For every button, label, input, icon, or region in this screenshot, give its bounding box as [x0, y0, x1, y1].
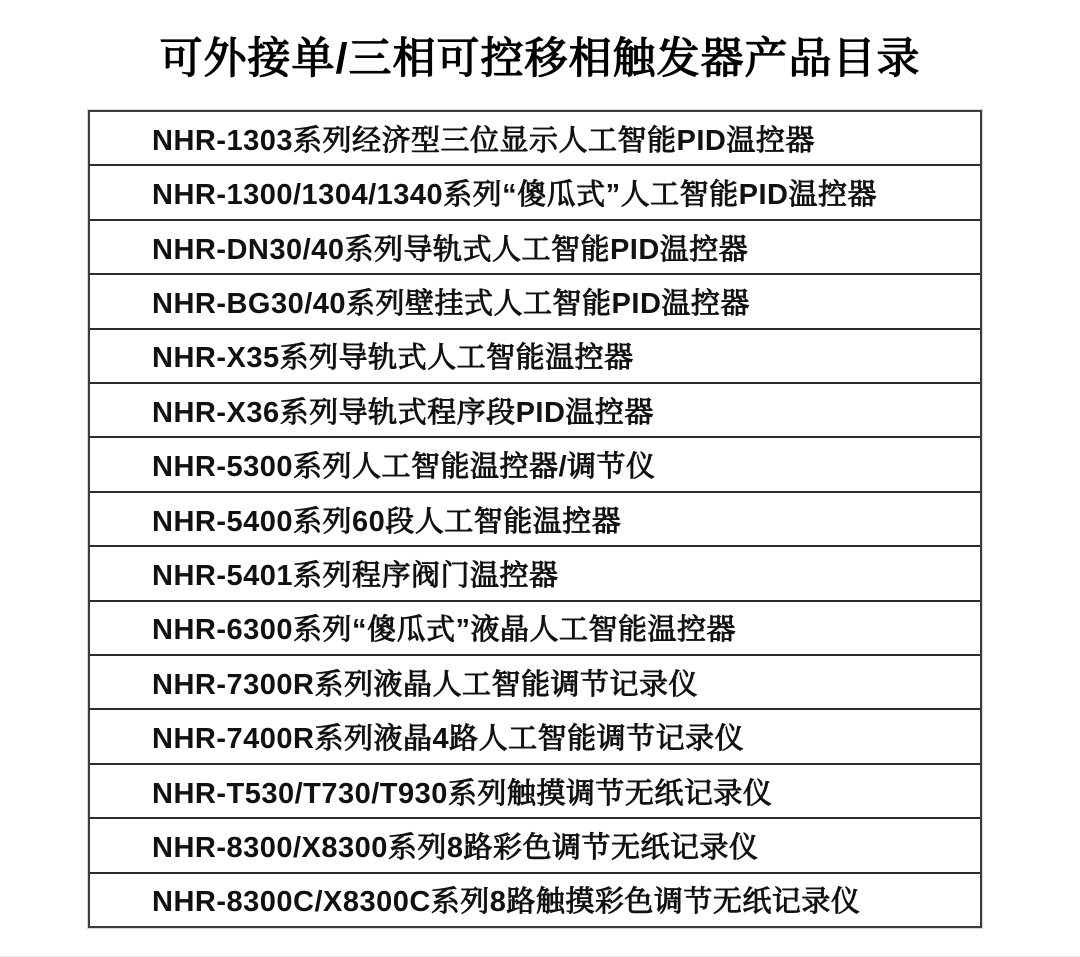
- product-name: NHR-7400R系列液晶4路人工智能调节记录仪: [152, 723, 745, 756]
- table-row: [90, 219, 980, 273]
- table-row: [90, 545, 980, 599]
- table-row: [90, 382, 980, 436]
- product-name: NHR-BG30/40系列壁挂式人工智能PID温控器: [152, 287, 750, 320]
- product-name: NHR-X36系列导轨式程序段PID温控器: [152, 396, 654, 429]
- product-name: NHR-5400系列60段人工智能温控器: [152, 505, 622, 538]
- product-name: NHR-DN30/40系列导轨式人工智能PID温控器: [152, 233, 749, 266]
- product-name: NHR-8300/X8300系列8路彩色调节无纸记录仪: [152, 831, 759, 864]
- product-name: NHR-1300/1304/1340系列“傻瓜式”人工智能PID温控器: [152, 179, 877, 212]
- table-row: [90, 164, 980, 218]
- table-row: [90, 436, 980, 490]
- table-row: [90, 708, 980, 762]
- table-row: [90, 872, 980, 926]
- product-name: NHR-T530/T730/T930系列触摸调节无纸记录仪: [152, 777, 773, 810]
- table-row: [90, 654, 980, 708]
- page-title: 可外接单/三相可控移相触发器产品目录: [159, 35, 921, 83]
- table-row: [90, 491, 980, 545]
- product-name: NHR-7300R系列液晶人工智能调节记录仪: [152, 668, 698, 701]
- product-name: NHR-1303系列经济型三位显示人工智能PID温控器: [152, 124, 815, 157]
- product-name: NHR-8300C/X8300C系列8路触摸彩色调节无纸记录仪: [152, 886, 861, 919]
- product-catalog-table: [88, 110, 982, 928]
- product-name: NHR-5300系列人工智能温控器/调节仪: [152, 451, 656, 484]
- table-row: [90, 112, 980, 164]
- product-name: NHR-X35系列导轨式人工智能温控器: [152, 342, 634, 375]
- table-row: [90, 600, 980, 654]
- product-name: NHR-5401系列程序阀门温控器: [152, 559, 559, 592]
- table-row: [90, 273, 980, 327]
- table-row: [90, 817, 980, 871]
- table-row: [90, 763, 980, 817]
- product-name: NHR-6300系列“傻瓜式”液晶人工智能温控器: [152, 614, 737, 647]
- table-row: [90, 328, 980, 382]
